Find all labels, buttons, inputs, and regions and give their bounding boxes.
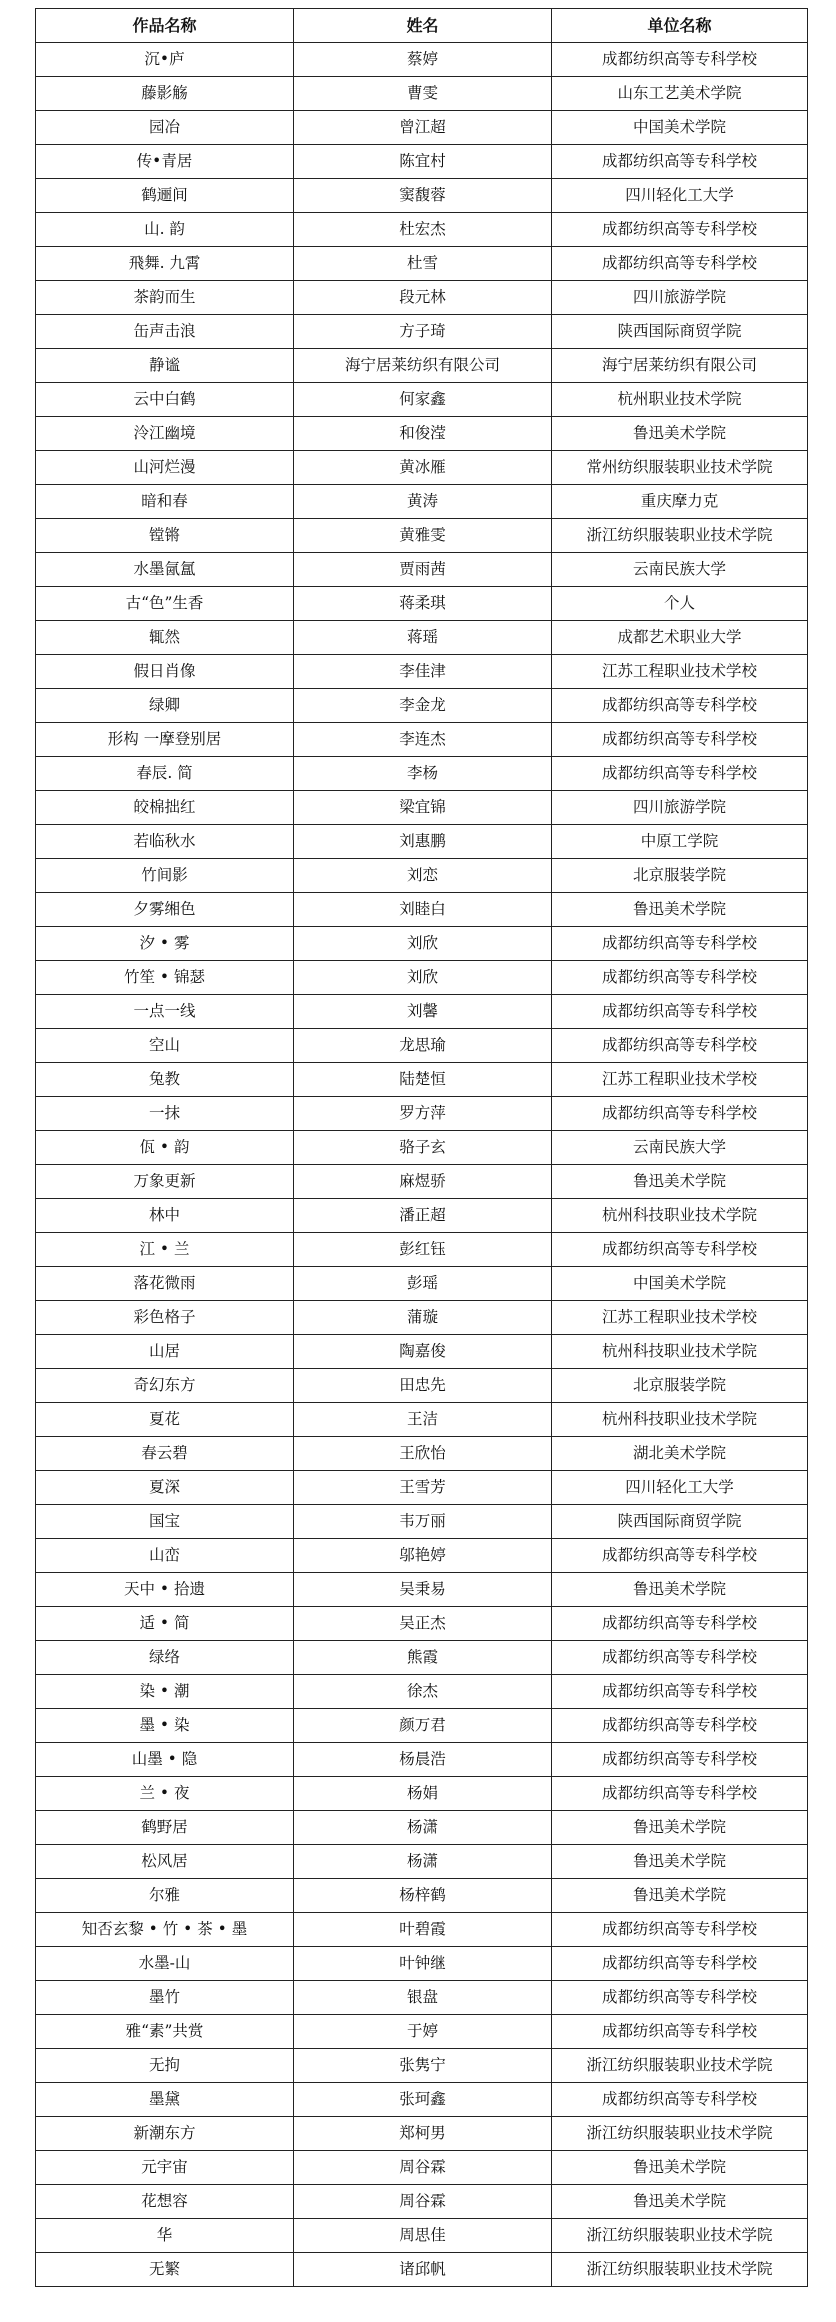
- cell-name: 王雪芳: [294, 1471, 552, 1505]
- table-row: [36, 1743, 808, 1777]
- cell-organization: 四川轻化工大学: [552, 1471, 808, 1505]
- cell-name: 陈宜村: [294, 145, 552, 179]
- cell-work-title: 夏深: [36, 1471, 294, 1505]
- cell-name: 颜万君: [294, 1709, 552, 1743]
- cell-name: 贾雨茜: [294, 553, 552, 587]
- cell-work-title: 天中 • 拾遗: [36, 1573, 294, 1607]
- table-row: [36, 2049, 808, 2083]
- table-row: [36, 2083, 808, 2117]
- cell-organization: 浙江纺织服装职业技术学院: [552, 2049, 808, 2083]
- cell-work-title: 皎棉拙红: [36, 791, 294, 825]
- table-row: [36, 1471, 808, 1505]
- cell-work-title: 沉•庐: [36, 43, 294, 77]
- table-row: [36, 1029, 808, 1063]
- cell-work-title: 假日肖像: [36, 655, 294, 689]
- cell-work-title: 藤影觞: [36, 77, 294, 111]
- cell-organization: 成都纺织高等专科学校: [552, 1029, 808, 1063]
- cell-organization: 杭州科技职业技术学院: [552, 1199, 808, 1233]
- cell-organization: 鲁迅美术学院: [552, 1165, 808, 1199]
- cell-work-title: 染 • 潮: [36, 1675, 294, 1709]
- cell-organization: 鲁迅美术学院: [552, 2185, 808, 2219]
- table-row: [36, 417, 808, 451]
- cell-work-title: 花想容: [36, 2185, 294, 2219]
- cell-work-title: 泠江幽境: [36, 417, 294, 451]
- table-row: [36, 1233, 808, 1267]
- cell-name: 叶碧霞: [294, 1913, 552, 1947]
- table-header-row: [36, 9, 808, 43]
- table-row: [36, 247, 808, 281]
- cell-name: 叶钟继: [294, 1947, 552, 1981]
- cell-organization: 成都纺织高等专科学校: [552, 723, 808, 757]
- cell-name: 骆子玄: [294, 1131, 552, 1165]
- cell-name: 何家鑫: [294, 383, 552, 417]
- cell-name: 方子琦: [294, 315, 552, 349]
- cell-name: 郑柯男: [294, 2117, 552, 2151]
- table-row: [36, 1369, 808, 1403]
- table-row: [36, 1675, 808, 1709]
- table-row: [36, 825, 808, 859]
- cell-name: 潘正超: [294, 1199, 552, 1233]
- cell-work-title: 墨竹: [36, 1981, 294, 2015]
- table-row: [36, 1165, 808, 1199]
- table-row: [36, 281, 808, 315]
- cell-organization: 鲁迅美术学院: [552, 2151, 808, 2185]
- cell-name: 陶嘉俊: [294, 1335, 552, 1369]
- cell-work-title: 林中: [36, 1199, 294, 1233]
- cell-organization: 成都纺织高等专科学校: [552, 2015, 808, 2049]
- cell-work-title: 一点一线: [36, 995, 294, 1029]
- cell-name: 杜宏杰: [294, 213, 552, 247]
- cell-organization: 江苏工程职业技术学校: [552, 1301, 808, 1335]
- cell-name: 蔡婷: [294, 43, 552, 77]
- cell-work-title: 万象更新: [36, 1165, 294, 1199]
- table-row: [36, 1947, 808, 1981]
- cell-work-title: 知否玄黎 • 竹 • 茶 • 墨: [36, 1913, 294, 1947]
- table-row: [36, 1267, 808, 1301]
- cell-organization: 鲁迅美术学院: [552, 417, 808, 451]
- cell-name: 刘欣: [294, 927, 552, 961]
- cell-name: 吴正杰: [294, 1607, 552, 1641]
- cell-organization: 成都纺织高等专科学校: [552, 1743, 808, 1777]
- cell-work-title: 形构 一摩登别居: [36, 723, 294, 757]
- cell-work-title: 飛舞. 九霄: [36, 247, 294, 281]
- cell-name: 周谷霖: [294, 2151, 552, 2185]
- cell-work-title: 国宝: [36, 1505, 294, 1539]
- cell-work-title: 山河烂漫: [36, 451, 294, 485]
- table-row: [36, 1981, 808, 2015]
- cell-work-title: 适 • 简: [36, 1607, 294, 1641]
- cell-work-title: 园冶: [36, 111, 294, 145]
- cell-organization: 江苏工程职业技术学校: [552, 655, 808, 689]
- cell-name: 杨潇: [294, 1845, 552, 1879]
- table-row: [36, 1403, 808, 1437]
- cell-name: 龙思瑜: [294, 1029, 552, 1063]
- cell-name: 韦万丽: [294, 1505, 552, 1539]
- table-row: [36, 1505, 808, 1539]
- cell-organization: 成都纺织高等专科学校: [552, 213, 808, 247]
- header-name: 姓名: [294, 9, 552, 43]
- cell-organization: 浙江纺织服装职业技术学院: [552, 2117, 808, 2151]
- cell-work-title: 佤 • 韵: [36, 1131, 294, 1165]
- cell-work-title: 竹笙 • 锦瑟: [36, 961, 294, 995]
- cell-name: 杜雪: [294, 247, 552, 281]
- cell-work-title: 新潮东方: [36, 2117, 294, 2151]
- award-list-sheet: [35, 8, 807, 2287]
- table-row: [36, 859, 808, 893]
- cell-work-title: 水墨-山: [36, 1947, 294, 1981]
- table-row: [36, 519, 808, 553]
- table-row: [36, 1879, 808, 1913]
- header-organization: 单位名称: [552, 9, 808, 43]
- table-row: [36, 961, 808, 995]
- cell-name: 田忠先: [294, 1369, 552, 1403]
- cell-organization: 浙江纺织服装职业技术学院: [552, 2219, 808, 2253]
- cell-organization: 江苏工程职业技术学校: [552, 1063, 808, 1097]
- cell-organization: 北京服装学院: [552, 1369, 808, 1403]
- table-row: [36, 2151, 808, 2185]
- table-row: [36, 587, 808, 621]
- cell-name: 周谷霖: [294, 2185, 552, 2219]
- cell-organization: 成都纺织高等专科学校: [552, 1097, 808, 1131]
- cell-work-title: 鹤逦间: [36, 179, 294, 213]
- table-row: [36, 485, 808, 519]
- cell-name: 刘惠鹏: [294, 825, 552, 859]
- cell-work-title: 空山: [36, 1029, 294, 1063]
- table-row: [36, 1437, 808, 1471]
- cell-name: 李连杰: [294, 723, 552, 757]
- table-row: [36, 1097, 808, 1131]
- cell-organization: 鲁迅美术学院: [552, 893, 808, 927]
- table-row: [36, 621, 808, 655]
- cell-organization: 成都纺织高等专科学校: [552, 43, 808, 77]
- cell-organization: 成都纺织高等专科学校: [552, 1641, 808, 1675]
- cell-work-title: 兰 • 夜: [36, 1777, 294, 1811]
- cell-work-title: 元宇宙: [36, 2151, 294, 2185]
- table-row: [36, 179, 808, 213]
- cell-organization: 成都纺织高等专科学校: [552, 1233, 808, 1267]
- cell-work-title: 水墨氤氲: [36, 553, 294, 587]
- cell-name: 徐杰: [294, 1675, 552, 1709]
- table-body: [36, 43, 808, 2287]
- cell-name: 陆楚恒: [294, 1063, 552, 1097]
- cell-organization: 常州纺织服装职业技术学院: [552, 451, 808, 485]
- table-row: [36, 2219, 808, 2253]
- table-row: [36, 757, 808, 791]
- cell-work-title: 缶声击浪: [36, 315, 294, 349]
- table-row: [36, 791, 808, 825]
- award-table: [35, 8, 808, 2287]
- cell-name: 王欣怡: [294, 1437, 552, 1471]
- table-row: [36, 927, 808, 961]
- cell-work-title: 暗和春: [36, 485, 294, 519]
- table-row: [36, 1845, 808, 1879]
- cell-work-title: 镗锵: [36, 519, 294, 553]
- cell-work-title: 雅“素”共赏: [36, 2015, 294, 2049]
- cell-work-title: 墨 • 染: [36, 1709, 294, 1743]
- cell-name: 刘睦白: [294, 893, 552, 927]
- cell-organization: 陕西国际商贸学院: [552, 1505, 808, 1539]
- cell-organization: 杭州职业技术学院: [552, 383, 808, 417]
- cell-work-title: 云中白鹤: [36, 383, 294, 417]
- table-row: [36, 213, 808, 247]
- cell-name: 李金龙: [294, 689, 552, 723]
- cell-name: 诸邱帆: [294, 2253, 552, 2287]
- cell-name: 银盘: [294, 1981, 552, 2015]
- cell-work-title: 竹间影: [36, 859, 294, 893]
- cell-work-title: 绿络: [36, 1641, 294, 1675]
- table-row: [36, 1641, 808, 1675]
- cell-work-title: 汐 • 雾: [36, 927, 294, 961]
- cell-organization: 杭州科技职业技术学院: [552, 1335, 808, 1369]
- table-row: [36, 1199, 808, 1233]
- cell-work-title: 茶韵而生: [36, 281, 294, 315]
- cell-organization: 陕西国际商贸学院: [552, 315, 808, 349]
- table-row: [36, 1573, 808, 1607]
- cell-name: 蒋瑶: [294, 621, 552, 655]
- cell-organization: 四川轻化工大学: [552, 179, 808, 213]
- cell-organization: 中国美术学院: [552, 111, 808, 145]
- table-row: [36, 1301, 808, 1335]
- cell-name: 梁宜锦: [294, 791, 552, 825]
- cell-organization: 鲁迅美术学院: [552, 1879, 808, 1913]
- cell-work-title: 夏花: [36, 1403, 294, 1437]
- cell-organization: 山东工艺美术学院: [552, 77, 808, 111]
- cell-work-title: 落花微雨: [36, 1267, 294, 1301]
- cell-name: 杨梓鹤: [294, 1879, 552, 1913]
- cell-name: 杨潇: [294, 1811, 552, 1845]
- cell-work-title: 春辰. 简: [36, 757, 294, 791]
- cell-name: 刘欣: [294, 961, 552, 995]
- table-row: [36, 2185, 808, 2219]
- cell-name: 杨娟: [294, 1777, 552, 1811]
- cell-organization: 海宁居莱纺织有限公司: [552, 349, 808, 383]
- cell-organization: 成都纺织高等专科学校: [552, 1913, 808, 1947]
- cell-work-title: 静谧: [36, 349, 294, 383]
- cell-organization: 成都纺织高等专科学校: [552, 1709, 808, 1743]
- cell-organization: 中原工学院: [552, 825, 808, 859]
- cell-name: 刘恋: [294, 859, 552, 893]
- cell-name: 和俊滢: [294, 417, 552, 451]
- table-row: [36, 145, 808, 179]
- cell-organization: 云南民族大学: [552, 1131, 808, 1165]
- cell-work-title: 彩色格子: [36, 1301, 294, 1335]
- cell-organization: 成都纺织高等专科学校: [552, 757, 808, 791]
- cell-organization: 浙江纺织服装职业技术学院: [552, 519, 808, 553]
- table-row: [36, 1811, 808, 1845]
- cell-organization: 四川旅游学院: [552, 791, 808, 825]
- cell-name: 邬艳婷: [294, 1539, 552, 1573]
- cell-work-title: 夕雾缃色: [36, 893, 294, 927]
- cell-name: 曹雯: [294, 77, 552, 111]
- cell-work-title: 山居: [36, 1335, 294, 1369]
- cell-organization: 中国美术学院: [552, 1267, 808, 1301]
- cell-organization: 浙江纺织服装职业技术学院: [552, 2253, 808, 2287]
- table-row: [36, 1607, 808, 1641]
- table-row: [36, 1131, 808, 1165]
- table-row: [36, 1335, 808, 1369]
- cell-name: 黄涛: [294, 485, 552, 519]
- cell-name: 黄雅雯: [294, 519, 552, 553]
- cell-name: 张隽宁: [294, 2049, 552, 2083]
- cell-organization: 成都纺织高等专科学校: [552, 961, 808, 995]
- cell-organization: 成都纺织高等专科学校: [552, 1539, 808, 1573]
- cell-name: 黄冰雁: [294, 451, 552, 485]
- cell-work-title: 古“色”生香: [36, 587, 294, 621]
- cell-organization: 成都纺织高等专科学校: [552, 145, 808, 179]
- table-row: [36, 723, 808, 757]
- cell-organization: 成都艺术职业大学: [552, 621, 808, 655]
- cell-work-title: 山峦: [36, 1539, 294, 1573]
- cell-name: 熊霞: [294, 1641, 552, 1675]
- cell-name: 于婷: [294, 2015, 552, 2049]
- cell-name: 段元林: [294, 281, 552, 315]
- cell-name: 麻煜骄: [294, 1165, 552, 1199]
- cell-work-title: 绿卿: [36, 689, 294, 723]
- table-row: [36, 315, 808, 349]
- cell-name: 蒋柔琪: [294, 587, 552, 621]
- cell-work-title: 若临秋水: [36, 825, 294, 859]
- cell-work-title: 山墨 • 隐: [36, 1743, 294, 1777]
- table-row: [36, 893, 808, 927]
- cell-organization: 成都纺织高等专科学校: [552, 1675, 808, 1709]
- cell-work-title: 尔雅: [36, 1879, 294, 1913]
- cell-work-title: 鹤野居: [36, 1811, 294, 1845]
- cell-organization: 四川旅游学院: [552, 281, 808, 315]
- table-row: [36, 655, 808, 689]
- cell-organization: 成都纺织高等专科学校: [552, 1777, 808, 1811]
- table-row: [36, 2117, 808, 2151]
- cell-name: 李佳津: [294, 655, 552, 689]
- cell-work-title: 江 • 兰: [36, 1233, 294, 1267]
- cell-work-title: 奇幻东方: [36, 1369, 294, 1403]
- table-row: [36, 689, 808, 723]
- cell-work-title: 春云碧: [36, 1437, 294, 1471]
- cell-work-title: 传•青居: [36, 145, 294, 179]
- cell-organization: 北京服装学院: [552, 859, 808, 893]
- cell-work-title: 墨黛: [36, 2083, 294, 2117]
- cell-organization: 湖北美术学院: [552, 1437, 808, 1471]
- cell-work-title: 无拘: [36, 2049, 294, 2083]
- table-row: [36, 111, 808, 145]
- cell-name: 王洁: [294, 1403, 552, 1437]
- cell-organization: 成都纺织高等专科学校: [552, 689, 808, 723]
- table-row: [36, 1913, 808, 1947]
- table-row: [36, 43, 808, 77]
- cell-name: 蒲璇: [294, 1301, 552, 1335]
- cell-organization: 成都纺织高等专科学校: [552, 927, 808, 961]
- cell-name: 周思佳: [294, 2219, 552, 2253]
- table-row: [36, 451, 808, 485]
- cell-name: 海宁居莱纺织有限公司: [294, 349, 552, 383]
- table-row: [36, 1063, 808, 1097]
- cell-organization: 成都纺织高等专科学校: [552, 2083, 808, 2117]
- cell-name: 曾江超: [294, 111, 552, 145]
- cell-work-title: 松风居: [36, 1845, 294, 1879]
- cell-work-title: 辄然: [36, 621, 294, 655]
- cell-name: 刘馨: [294, 995, 552, 1029]
- cell-organization: 鲁迅美术学院: [552, 1845, 808, 1879]
- table-row: [36, 1777, 808, 1811]
- table-row: [36, 1539, 808, 1573]
- header-work-title: 作品名称: [36, 9, 294, 43]
- cell-organization: 成都纺织高等专科学校: [552, 1981, 808, 2015]
- table-row: [36, 77, 808, 111]
- cell-work-title: 华: [36, 2219, 294, 2253]
- cell-name: 杨晨浩: [294, 1743, 552, 1777]
- cell-organization: 鲁迅美术学院: [552, 1811, 808, 1845]
- cell-organization: 成都纺织高等专科学校: [552, 1947, 808, 1981]
- table-row: [36, 2015, 808, 2049]
- cell-name: 李杨: [294, 757, 552, 791]
- table-row: [36, 349, 808, 383]
- cell-work-title: 一抹: [36, 1097, 294, 1131]
- cell-organization: 鲁迅美术学院: [552, 1573, 808, 1607]
- cell-name: 彭红钰: [294, 1233, 552, 1267]
- table-row: [36, 383, 808, 417]
- cell-organization: 个人: [552, 587, 808, 621]
- cell-name: 窦馥蓉: [294, 179, 552, 213]
- cell-work-title: 山. 韵: [36, 213, 294, 247]
- cell-organization: 云南民族大学: [552, 553, 808, 587]
- cell-work-title: 兔教: [36, 1063, 294, 1097]
- table-row: [36, 553, 808, 587]
- table-row: [36, 995, 808, 1029]
- cell-organization: 成都纺织高等专科学校: [552, 247, 808, 281]
- cell-name: 张珂鑫: [294, 2083, 552, 2117]
- cell-name: 罗方萍: [294, 1097, 552, 1131]
- table-row: [36, 1709, 808, 1743]
- cell-name: 彭瑶: [294, 1267, 552, 1301]
- cell-name: 吴秉易: [294, 1573, 552, 1607]
- cell-work-title: 无繁: [36, 2253, 294, 2287]
- cell-organization: 重庆摩力克: [552, 485, 808, 519]
- cell-organization: 成都纺织高等专科学校: [552, 995, 808, 1029]
- cell-organization: 杭州科技职业技术学院: [552, 1403, 808, 1437]
- table-row: [36, 2253, 808, 2287]
- cell-organization: 成都纺织高等专科学校: [552, 1607, 808, 1641]
